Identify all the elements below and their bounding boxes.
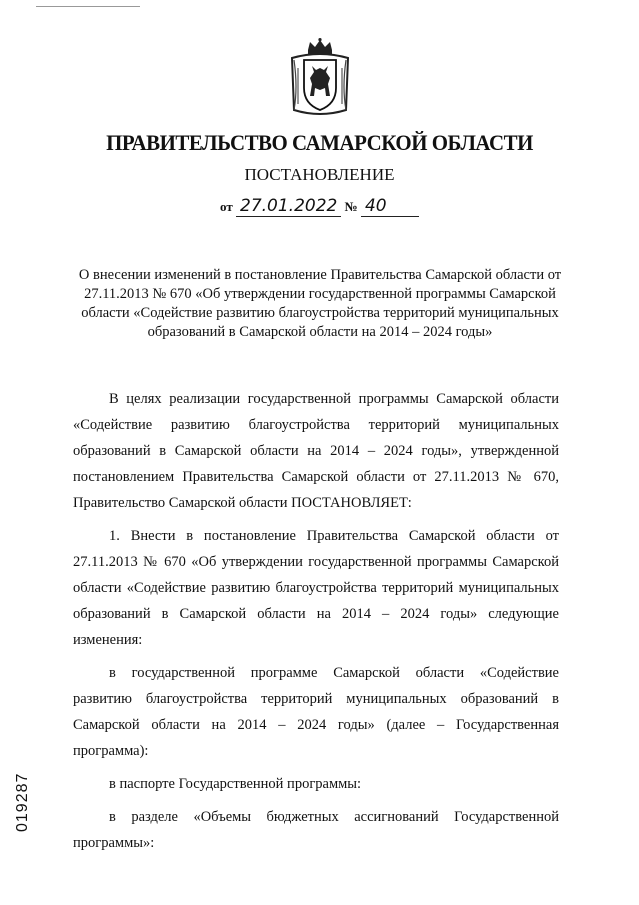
- government-title: ПРАВИТЕЛЬСТВО САМАРСКОЙ ОБЛАСТИ: [106, 130, 533, 155]
- document-subject: О внесении изменений в постановление Правительства Самарской области от 27.11.2013 № 670 «Об утверждении государственной программы Самарской области «Содействие развитию благоустройства территорий муниципальных образований в Самарской области на 2014 – 2024 годы»: [78, 267, 562, 340]
- document-body: [73, 386, 559, 863]
- body-paragraph: В целях реализации государственной программы Самарской области «Содействие развитию благоустройства территорий муниципальных образований в Самарской области на 2014 – 2024 годы», утвержденной постановлением Правительства Самарской области от 27.11.2013 № 670, Правительство Самарской области ПОСТАНОВЛЯЕТ:: [73, 391, 559, 511]
- date-line: [0, 196, 639, 217]
- document-date: 27.01.2022: [236, 196, 341, 217]
- top-rule: [36, 6, 140, 7]
- body-paragraph: 1. Внести в постановление Правительства Самарской области от 27.11.2013 № 670 «Об утверждении государственной программы Самарской области «Содействие развитию благоустройства территорий муниципальных образований в Самарской области на 2014 – 2024 годы» следующие изменения:: [73, 528, 559, 648]
- coat-of-arms-emblem: [284, 38, 356, 118]
- date-prefix: от: [220, 199, 233, 214]
- margin-registration-code: [14, 766, 32, 832]
- document-number: 40: [361, 196, 419, 217]
- margin-code-text: 019287: [14, 772, 31, 832]
- body-paragraph: в паспорте Государственной программы:: [109, 776, 362, 792]
- body-paragraph: в государственной программе Самарской области «Содействие развитию благоустройства территорий муниципальных образований в Самарской области на 2014 – 2024 годы» (далее – Государственная программа):: [73, 665, 559, 759]
- document-type: ПОСТАНОВЛЕНИЕ: [244, 165, 395, 184]
- number-label: №: [344, 199, 358, 214]
- body-paragraph: в разделе «Объемы бюджетных ассигнований Государственной программы»:: [73, 809, 559, 851]
